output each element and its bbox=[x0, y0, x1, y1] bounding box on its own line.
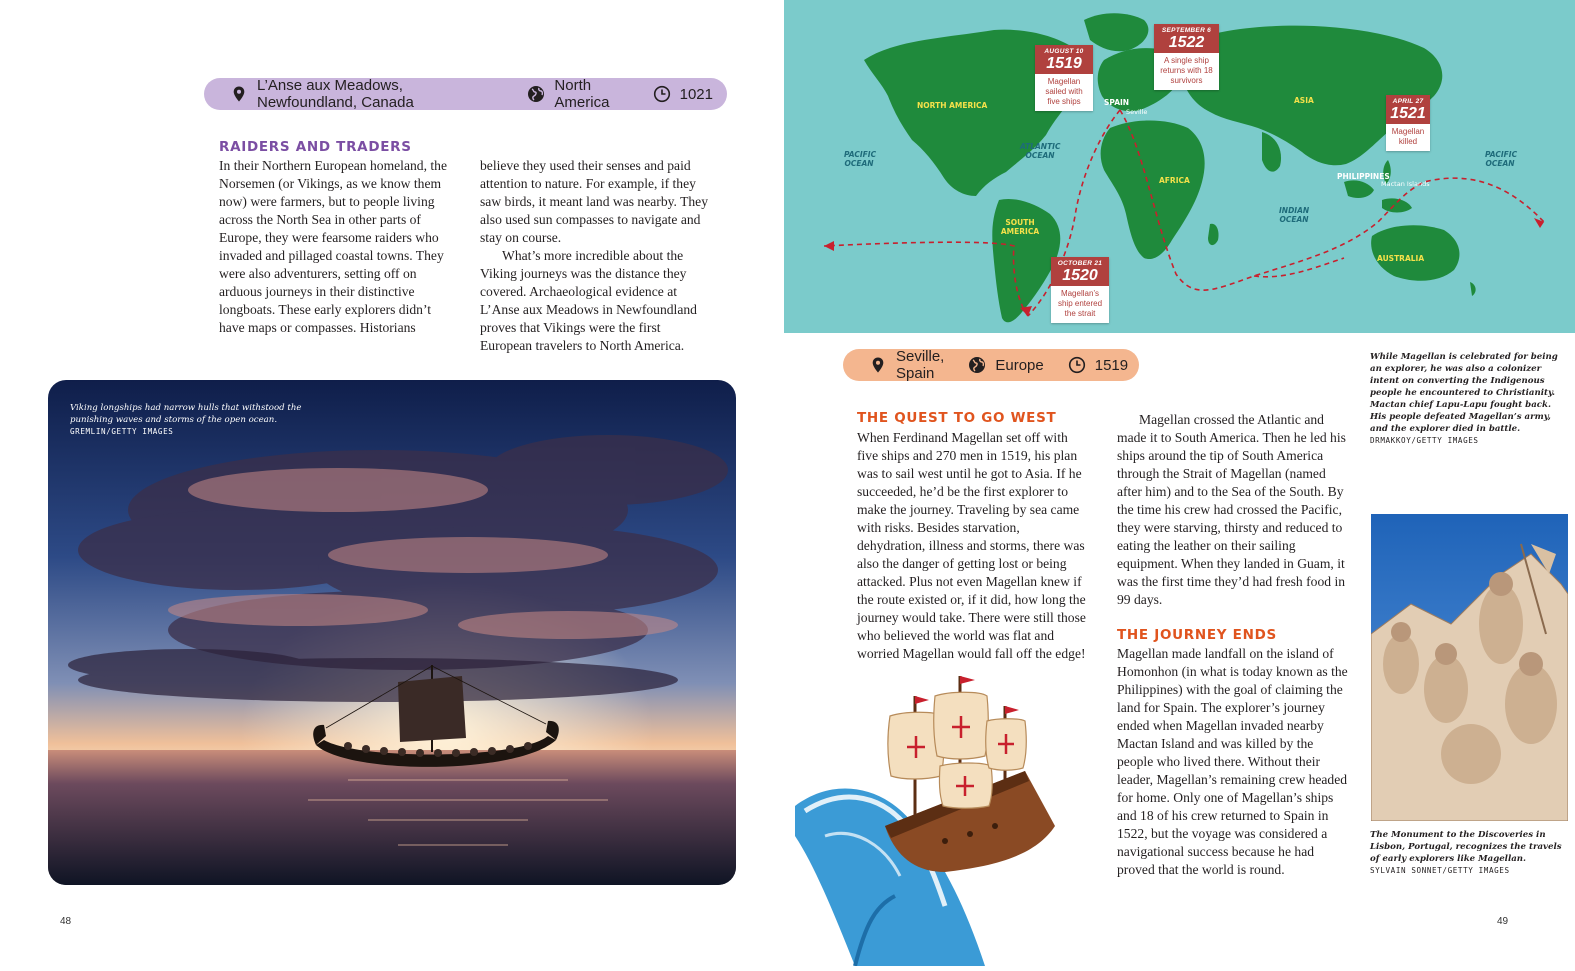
monument-discoveries-photo bbox=[1371, 514, 1568, 821]
paragraph: What’s more incredible about the Viking journeys was the distance they covered. Archaeological evidence at L’Anse aux Meadows in Newfoundland proves that Vikings were the first European travelers to North America. bbox=[480, 248, 697, 353]
magellan-side-caption: While Magellan is celebrated for being an explorer, he was also a colonizer intent on converting the Indigenous people he encountered to Christianity. Mactan chief Lapu-Lapu fought back. His people defeated Magellan’s army, and the explorer died in battle. DRMAKKOY/GETTY IMAGES bbox=[1370, 352, 1558, 445]
info-continent: North America bbox=[554, 77, 610, 111]
paragraph: believe they used their senses and paid attention to nature. For example, if they saw birds, it meant land was nearby. They also used sun compasses to navigate and stay on course. bbox=[480, 158, 709, 245]
map-label-pacific-right: PACIFIC OCEAN bbox=[1485, 150, 1518, 168]
paragraph: Magellan crossed the Atlantic and made it to South America. Then he led his ships around the tip of South America through the Strait of Magellan (named after him) and to the Sea of the South. By the time his crew had crossed the Pacific, they were starving, thirsty and reduced to eating the leather on their sailing equipment. When they landed in Guam, it was the first time they’d had fresh food in 99 days. bbox=[1117, 412, 1346, 607]
info-bar-vikings bbox=[204, 78, 727, 110]
galleon-illustration bbox=[795, 676, 1095, 966]
map-label-asia: ASIA bbox=[1294, 96, 1314, 105]
section-heading-journey-ends: THE JOURNEY ENDS bbox=[1117, 627, 1277, 643]
info-bar-magellan bbox=[843, 349, 1139, 381]
body-column-quest bbox=[857, 429, 1089, 663]
body-column-1 bbox=[219, 157, 449, 337]
map-label-mactan: Mactan Islands bbox=[1381, 180, 1430, 188]
section-heading-raiders: RAIDERS AND TRADERS bbox=[219, 139, 412, 155]
body-column-journey bbox=[1117, 645, 1351, 879]
info-year: 1519 bbox=[1094, 356, 1129, 374]
map-label-pacific-left: PACIFIC OCEAN bbox=[844, 150, 877, 168]
paragraph: Magellan made landfall on the island of Homonhon (in what is today known as the Philippines) with the goal of claiming the land for Spain. The explorer’s journey ended when Magellan invaded nearby Mactan Island and was killed by the people who lived there. Without their leader, Magellan’s remaining crew headed for home. Only one of Magellan’s ships and 18 of his crew returned to Spain in 1522, but the voyage was considered a navigational success because he had proved that the world is round. bbox=[1117, 646, 1348, 877]
map-label-north-america: NORTH AMERICA bbox=[917, 101, 988, 110]
page-number-left: 48 bbox=[60, 916, 72, 927]
map-label-philippines: PHILIPPINES bbox=[1337, 172, 1390, 181]
viking-longship-photo bbox=[48, 380, 736, 885]
map-label-spain: SPAIN bbox=[1104, 98, 1130, 107]
photo-credit: SYLVAIN SONNET/GETTY IMAGES bbox=[1370, 866, 1510, 875]
globe-icon bbox=[527, 85, 545, 103]
section-heading-quest: THE QUEST TO GO WEST bbox=[857, 410, 1057, 426]
paragraph: In their Northern European homeland, the Norsemen (or Vikings, as we know them now) were farmers, but to people living across the North Sea in other parts of Europe, they were fearsome raiders who invaded and pillaged coastal towns. They were also adventurers, setting off on arduous journeys in their distinctive longboats. These early explorers didn’t have maps or compasses. Historians bbox=[219, 158, 447, 335]
info-location: L’Anse aux Meadows, Newfoundland, Canada bbox=[257, 77, 414, 111]
viking-photo-caption: Viking longships had narrow hulls that withstood the punishing waves and storms of the open ocean. GREMLIN/GETTY IMAGES bbox=[70, 403, 302, 436]
callout-1521: APRIL 27 1521 Magellan killed bbox=[1386, 95, 1430, 151]
callout-1522: SEPTEMBER 6 1522 A single ship returns with 18 survivors bbox=[1154, 24, 1219, 90]
paragraph: When Ferdinand Magellan set off with five ships and 270 men in 1519, his plan was to sail west until he got to Asia. If he succeeded, he’d be the first explorer to make the journey. Traveling by sea came with risks. Besides starvation, dehydration, illness and storms, there was also the danger of getting lost or being attacked. Plus not even Magellan knew if the route existed or, if it did, how long the journey would take. There were still those who believed the world was flat and worried Magellan would fall off the edge! bbox=[857, 430, 1086, 661]
photo-credit: GREMLIN/GETTY IMAGES bbox=[70, 427, 174, 436]
map-label-africa: AFRICA bbox=[1159, 176, 1190, 185]
monument-caption: The Monument to the Discoveries in Lisbon, Portugal, recognizes the travels of early explorers like Magellan. SYLVAIN SONNET/GETTY IMAGES bbox=[1370, 830, 1562, 875]
map-label-australia: AUSTRALIA bbox=[1377, 254, 1425, 263]
clock-icon bbox=[653, 85, 671, 103]
body-column-quest-2 bbox=[1117, 411, 1351, 609]
magellan-route-map bbox=[784, 0, 1575, 333]
map-label-indian: INDIAN OCEAN bbox=[1279, 206, 1310, 224]
callout-1520: OCTOBER 21 1520 Magellan’s ship entered the strait bbox=[1051, 257, 1109, 323]
clock-icon bbox=[1068, 356, 1086, 374]
info-continent: Europe bbox=[995, 356, 1044, 374]
body-column-2 bbox=[480, 157, 710, 355]
callout-1519: AUGUST 10 1519 Magellan sailed with five ships bbox=[1035, 45, 1093, 111]
location-pin-icon bbox=[869, 356, 887, 374]
map-label-seville: Seville bbox=[1126, 108, 1148, 116]
info-location: Seville, Spain bbox=[896, 348, 945, 382]
map-label-south-america: SOUTH AMERICA bbox=[1000, 218, 1040, 236]
map-label-atlantic: ATLANTIC OCEAN bbox=[1020, 142, 1061, 160]
info-year: 1021 bbox=[679, 85, 713, 103]
globe-icon bbox=[968, 356, 986, 374]
location-pin-icon bbox=[230, 85, 248, 103]
page-number-right: 49 bbox=[1497, 916, 1509, 927]
photo-credit: DRMAKKOY/GETTY IMAGES bbox=[1370, 436, 1479, 445]
